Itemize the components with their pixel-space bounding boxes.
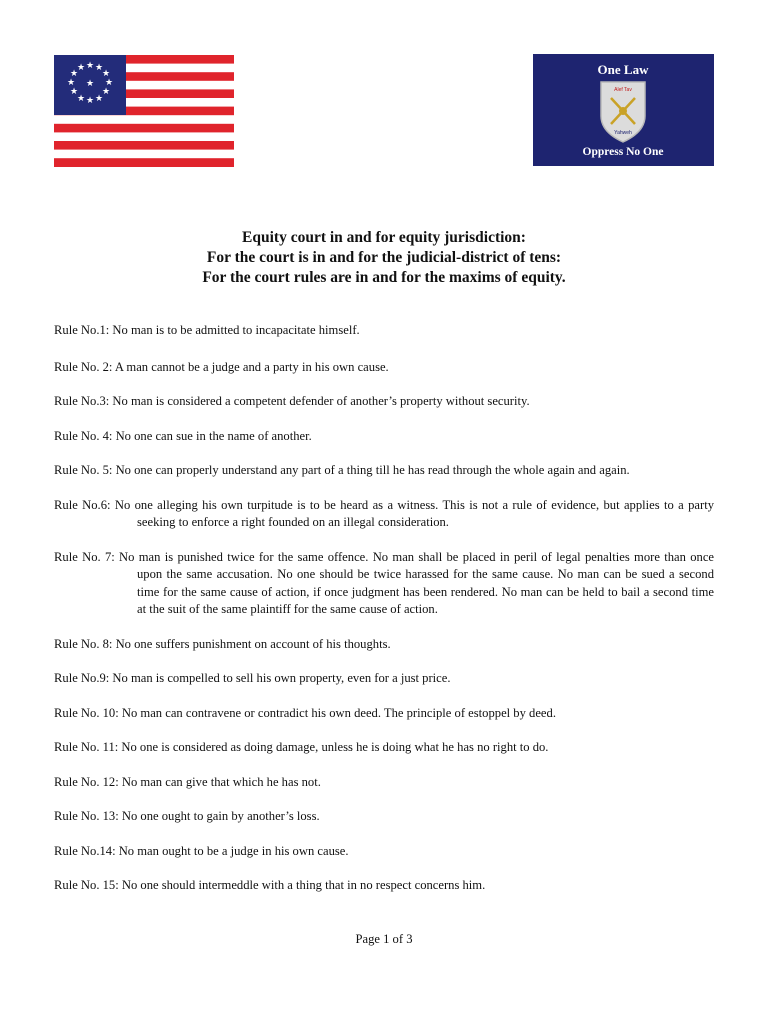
svg-text:★: ★ — [85, 96, 95, 106]
rule-5: Rule No. 5: No one can properly understand any part of a thing till he has read through the whole again and again. — [54, 463, 630, 477]
rule-3: Rule No.3: No man is considered a competent defender of another’s property without security. — [54, 394, 530, 408]
rule-15: Rule No. 15: No one should intermeddle with a thing that in no respect concerns him. — [54, 878, 486, 892]
one-law-flag-image — [533, 54, 714, 166]
svg-text:★: ★ — [76, 94, 86, 104]
rule-10: Rule No. 10: No man can contravene or contradict his own deed. The principle of estoppel by deed. — [54, 705, 556, 720]
rule-7: Rule No. 7: No man is punished twice for the same offence. No man shall be placed in peril of legal penalties more than once upon the same accusation. No one should be twice harassed for the same cause. No man can be sued a second time for the same cause of action, if once judgment has been rendered. No man can be held to bail a second time at the suit of the same plaintiff for the same cause of action. — [54, 549, 714, 616]
svg-text:★: ★ — [69, 69, 79, 79]
svg-text:★: ★ — [66, 78, 76, 88]
svg-text:★: ★ — [76, 63, 86, 73]
rule-8: Rule No. 8: No one suffers punishment on account of his thoughts. — [54, 636, 391, 651]
one-law-text: One Law — [597, 62, 649, 77]
heading-line-2: For the court is in and for the judicial-district of tens: — [206, 249, 562, 266]
document-heading — [0, 228, 768, 288]
rule-14: Rule No.14: No man ought to be a judge in his own cause. — [54, 843, 349, 858]
page-number: Page 1 of 3 — [355, 932, 413, 946]
svg-text:★: ★ — [101, 69, 111, 79]
svg-text:★: ★ — [94, 94, 104, 104]
rule-13: Rule No. 13: No one ought to gain by another’s loss. — [54, 809, 320, 823]
shield-bottom-text: Yahweh — [614, 130, 632, 136]
svg-text:★: ★ — [85, 61, 95, 71]
shield-top-text: Alef Tav — [614, 87, 632, 93]
svg-text:★: ★ — [104, 78, 114, 88]
rule-12: Rule No. 12: No man can give that which he has not. — [54, 774, 321, 789]
rules-list — [54, 322, 714, 912]
oppress-no-one-text: Oppress No One — [582, 146, 664, 158]
heading-line-1: Equity court in and for equity jurisdiction: — [242, 229, 526, 246]
rule-2: Rule No. 2: A man cannot be a judge and a party in his own cause. — [54, 359, 389, 374]
rule-4: Rule No. 4: No one can sue in the name of another. — [54, 428, 312, 443]
svg-text:★: ★ — [85, 79, 95, 89]
heading-line-3: For the court rules are in and for the maxims of equity. — [202, 269, 566, 286]
rule-6: Rule No.6: No one alleging his own turpitude is to be heard as a witness. This is not a rule of evidence, but applies to a party seeking to enforce a right founded on an illegal consideration. — [54, 497, 714, 529]
us-flag-image — [54, 55, 234, 167]
rule-1: Rule No.1: No man is to be admitted to incapacitate himself. — [54, 323, 360, 337]
svg-text:★: ★ — [94, 63, 104, 73]
svg-text:★: ★ — [69, 87, 79, 97]
rule-11: Rule No. 11: No one is considered as doing damage, unless he is doing what he has no right to do. — [54, 740, 549, 754]
svg-text:★: ★ — [101, 87, 111, 97]
rule-9: Rule No.9: No man is compelled to sell his own property, even for a just price. — [54, 671, 451, 685]
